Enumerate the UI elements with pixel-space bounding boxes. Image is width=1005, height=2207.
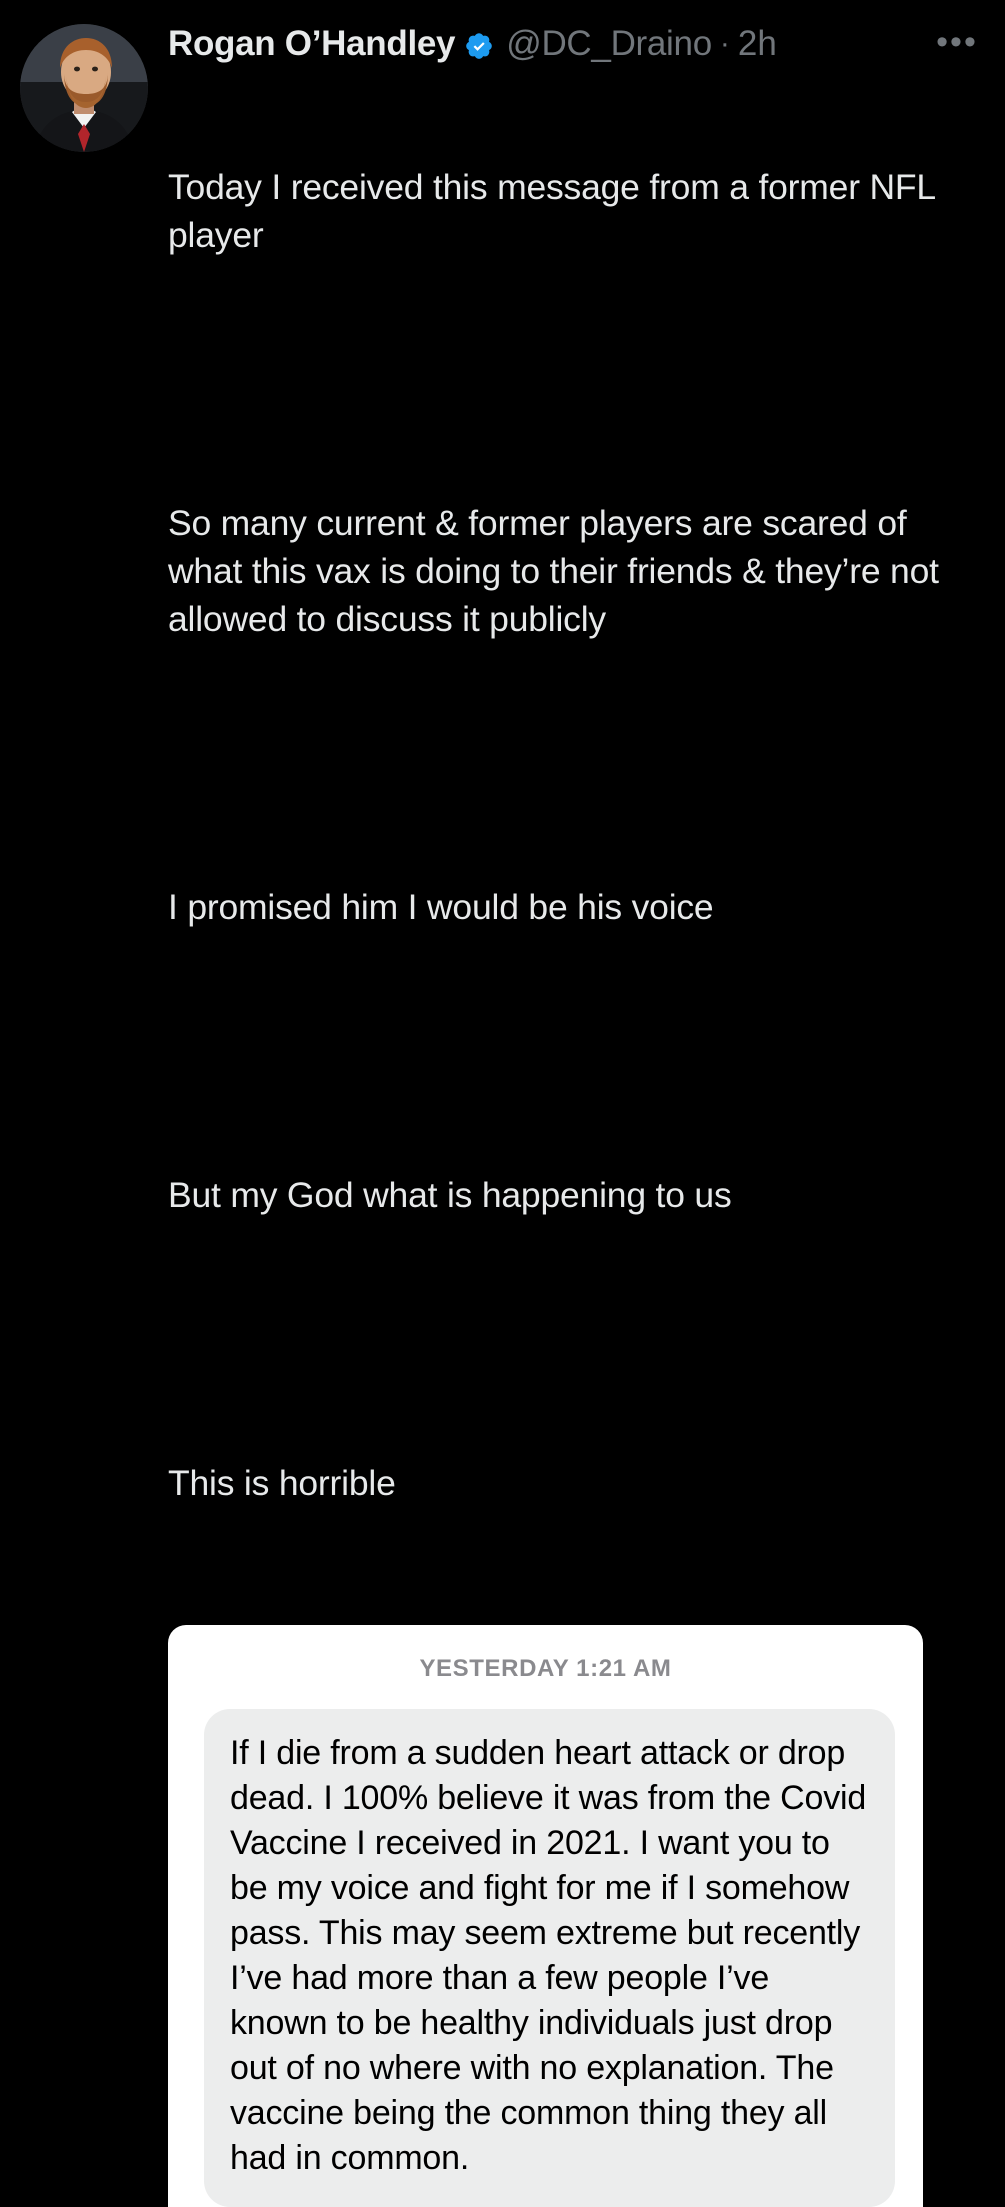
timestamp[interactable]: 2h bbox=[737, 24, 777, 63]
tweet-content bbox=[155, 16, 985, 2177]
paragraph-spacer bbox=[168, 1315, 985, 1363]
paragraph-spacer bbox=[168, 1027, 985, 1075]
paragraph-spacer bbox=[168, 739, 985, 787]
tweet-header bbox=[168, 18, 985, 61]
avatar[interactable] bbox=[20, 24, 148, 152]
tweet-paragraph-4: But my God what is happening to us bbox=[168, 1175, 732, 1215]
attached-screenshot[interactable] bbox=[168, 1625, 923, 2207]
more-options-icon[interactable]: ••• bbox=[936, 23, 978, 61]
verified-badge-icon bbox=[464, 31, 494, 61]
tweet-paragraph-3: I promised him I would be his voice bbox=[168, 887, 714, 927]
paragraph-spacer bbox=[168, 355, 985, 403]
tweet-paragraph-2: So many current & former players are scared of what this vax is doing to their friends & they’re not allowed to discuss it publicly bbox=[168, 503, 949, 639]
message-timestamp: YESTERDAY 1:21 AM bbox=[419, 1655, 672, 1682]
tweet-paragraph-5: This is horrible bbox=[168, 1463, 396, 1503]
display-name[interactable]: Rogan O’Handley bbox=[168, 24, 456, 63]
separator-dot: · bbox=[719, 26, 730, 60]
user-handle[interactable]: @DC_Draino bbox=[506, 24, 712, 63]
message-bubble: If I die from a sudden heart attack or drop dead. I 100% believe it was from the Covid Vaccine I received in 2021. I want you to be my voice and fight for me if I somehow pass. This may seem extreme but recently I’ve had more than a few people I’ve known to be healthy individuals just drop out of no where with no explanation. The vaccine being the common thing they all had in common. bbox=[204, 1709, 895, 2207]
tweet-body bbox=[168, 67, 985, 1603]
avatar-column bbox=[20, 16, 155, 1280]
tweet-paragraph-1: Today I received this message from a former NFL player bbox=[168, 167, 945, 255]
